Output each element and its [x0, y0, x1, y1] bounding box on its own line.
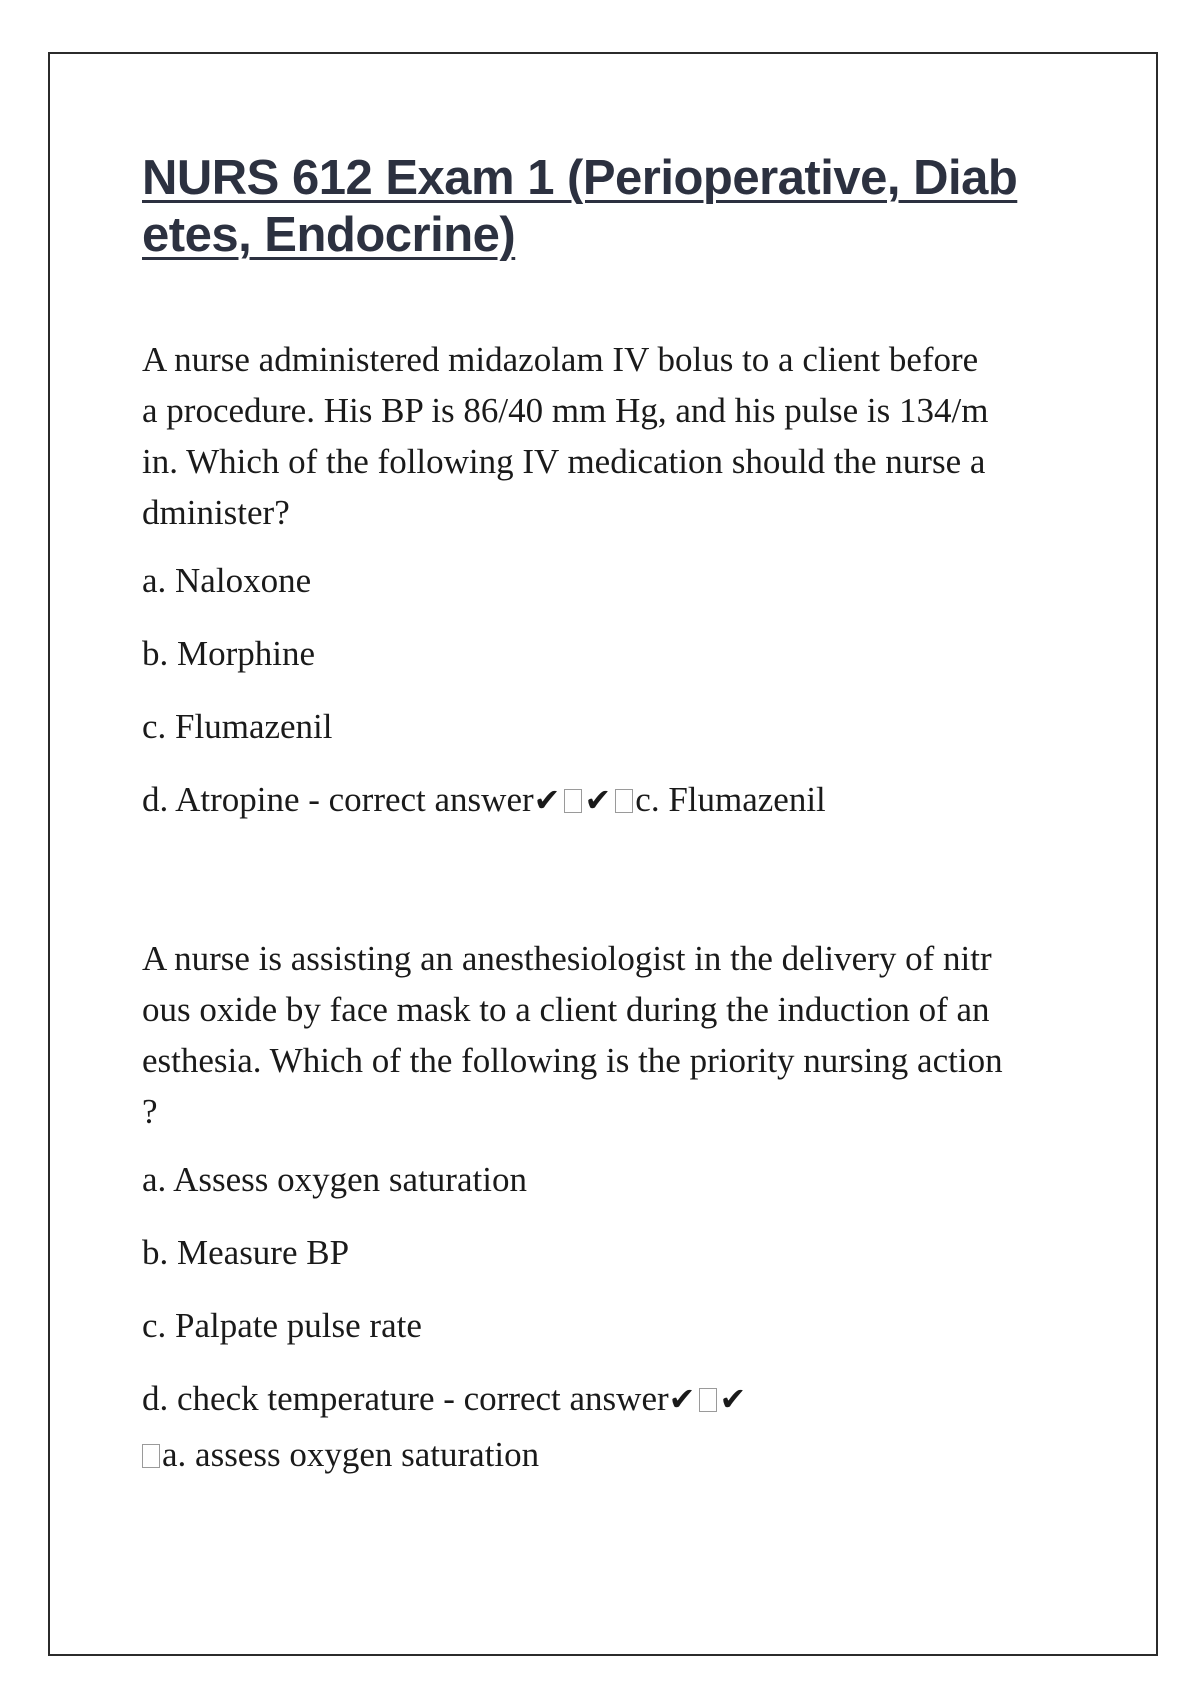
stem-line: in. Which of the following IV medication should the nurse a — [142, 442, 986, 481]
stem-line: esthesia. Which of the following is the priority nursing action — [142, 1041, 1003, 1080]
question-1-stem — [142, 334, 1062, 538]
document-title — [142, 150, 1062, 264]
stem-line: A nurse administered midazolam IV bolus to a client before — [142, 340, 979, 379]
stem-line: dminister? — [142, 493, 290, 532]
stem-line: a procedure. His BP is 86/40 mm Hg, and his pulse is 134/m — [142, 391, 989, 430]
document-content — [142, 150, 1062, 1476]
option-d: d. Atropine - correct answer — [142, 780, 534, 819]
option-c: c. Palpate pulse rate — [142, 1306, 422, 1345]
option-d-with-answer — [142, 779, 1062, 821]
check-mark-icon: ✔ — [668, 1380, 696, 1418]
stem-line: A nurse is assisting an anesthesiologist in the delivery of nitr — [142, 939, 992, 978]
option-d: d. check temperature - correct answer — [142, 1379, 669, 1418]
stem-line: ous oxide by face mask to a client during the induction of an — [142, 990, 990, 1029]
missing-glyph-box-icon — [564, 789, 582, 813]
missing-glyph-box-icon — [699, 1388, 717, 1412]
question-1 — [142, 334, 1062, 821]
correct-answer: c. Flumazenil — [635, 780, 826, 819]
question-2-stem — [142, 933, 1062, 1137]
option-b: b. Morphine — [142, 634, 316, 673]
check-mark-icon: ✔ — [584, 781, 612, 819]
missing-glyph-box-icon — [615, 789, 633, 813]
option-d-with-answer — [142, 1378, 1062, 1420]
missing-glyph-box-icon — [142, 1444, 160, 1468]
title-line: etes, Endocrine) — [142, 208, 516, 262]
check-mark-icon: ✔ — [719, 1380, 747, 1418]
option-c: c. Flumazenil — [142, 707, 333, 746]
title-line: NURS 612 Exam 1 (Perioperative, Diab — [142, 151, 1018, 205]
option-a: a. Assess oxygen saturation — [142, 1160, 527, 1199]
question-2 — [142, 933, 1062, 1476]
option-a: a. Naloxone — [142, 561, 312, 600]
answer-line — [142, 1434, 1062, 1476]
option-b: b. Measure BP — [142, 1233, 350, 1272]
correct-answer: a. assess oxygen saturation — [162, 1435, 540, 1474]
check-mark-icon: ✔ — [533, 781, 561, 819]
stem-line: ? — [142, 1092, 158, 1131]
